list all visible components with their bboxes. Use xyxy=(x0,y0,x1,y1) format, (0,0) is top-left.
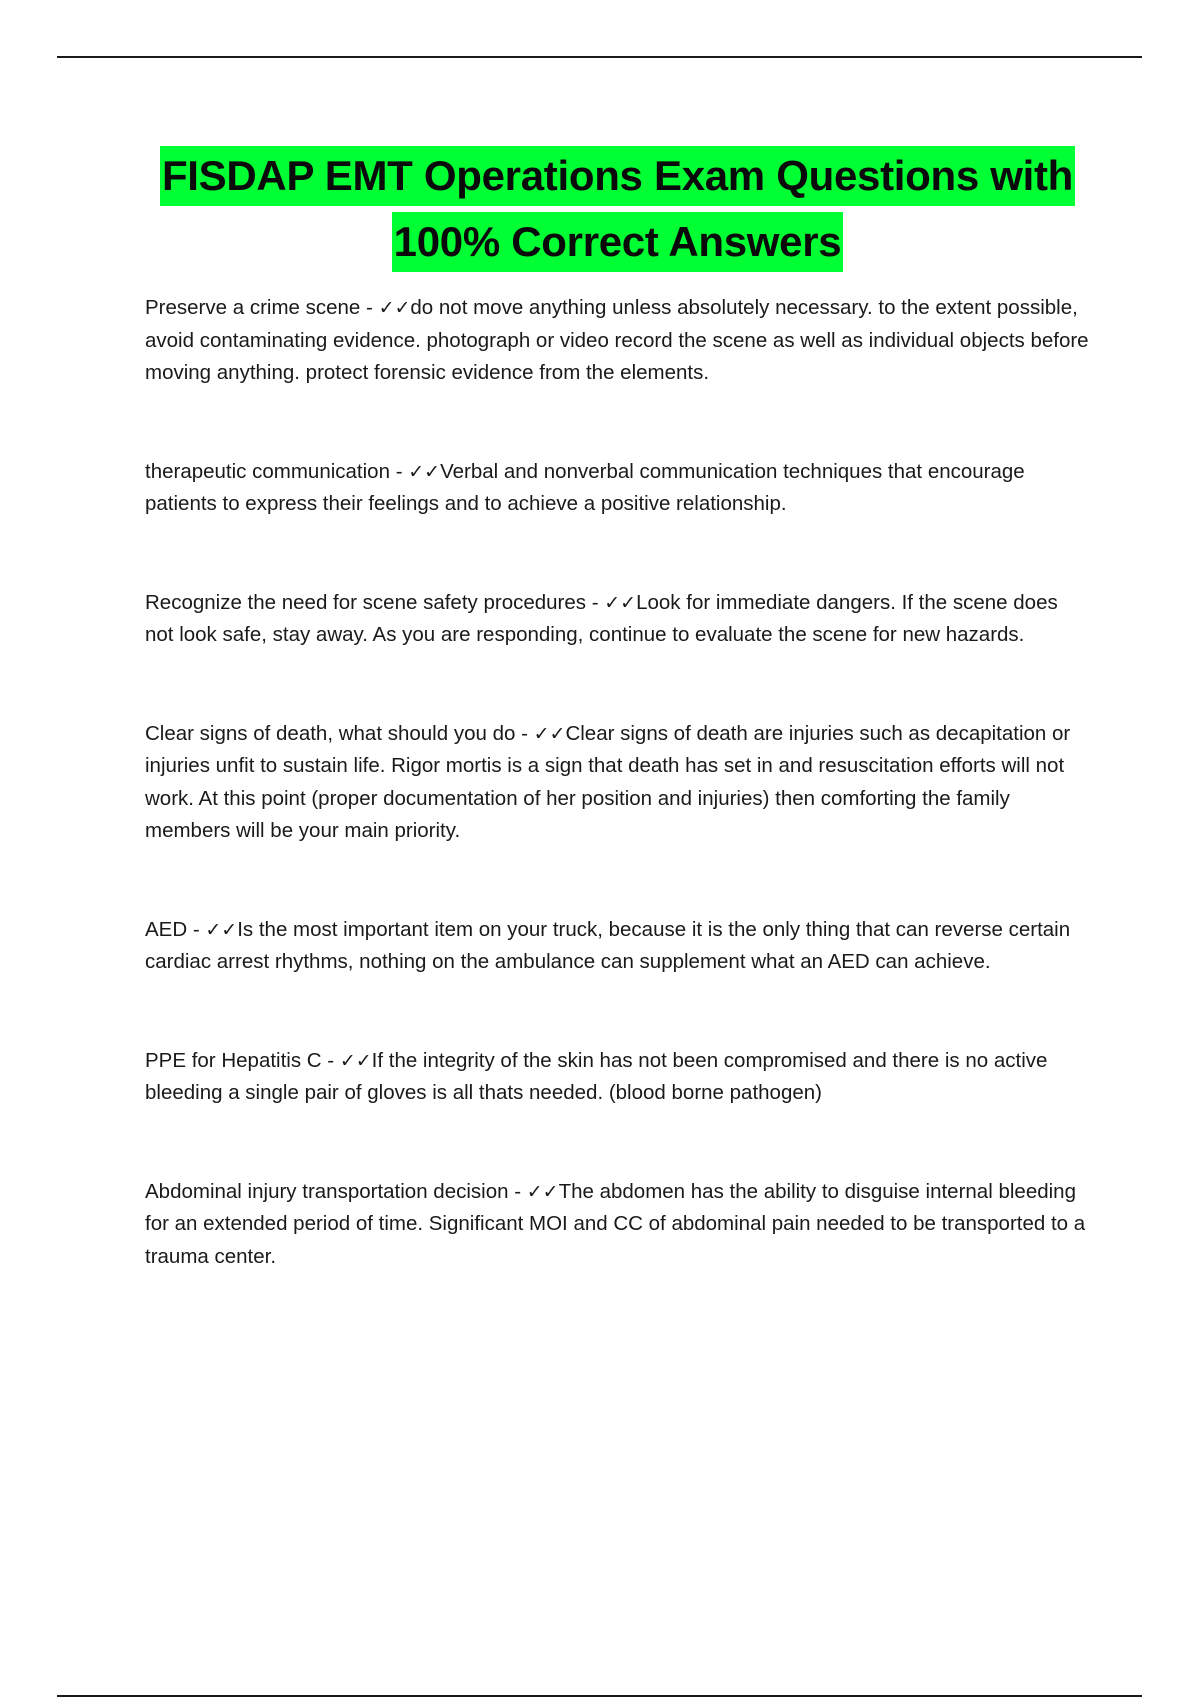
qa-term: AED xyxy=(145,917,188,941)
double-check-icon: ✓✓ xyxy=(339,1049,372,1072)
qa-item xyxy=(145,292,1090,390)
qa-item xyxy=(145,1176,1090,1274)
qa-term: PPE for Hepatitis C xyxy=(145,1048,322,1072)
qa-answer: Clear signs of death are injuries such as decapitation or injuries unfit to sustain life. Rigor mortis is a sign that death has set in and resuscitation efforts will not work. At this point (proper documentation of her position and injuries) then comforting the family members will be your main priority. xyxy=(145,721,1071,842)
qa-term: Recognize the need for scene safety procedures xyxy=(145,590,587,614)
qa-item xyxy=(145,718,1090,848)
qa-separator: - xyxy=(515,721,534,745)
qa-separator: - xyxy=(390,459,409,483)
qa-answer: Verbal and nonverbal communication techniques that encourage patients to express their feelings and to achieve a positive relationship. xyxy=(145,459,1025,515)
qa-list xyxy=(145,292,1090,1273)
qa-term: therapeutic communication xyxy=(145,459,390,483)
qa-answer: Is the most important item on your truck, because it is the only thing that can reverse certain cardiac arrest rhythms, nothing on the ambulance can supplement what an AED can achieve. xyxy=(145,917,1071,973)
double-check-icon: ✓✓ xyxy=(526,1180,559,1203)
bottom-divider xyxy=(57,1695,1142,1697)
double-check-icon: ✓✓ xyxy=(533,722,566,745)
qa-separator: - xyxy=(321,1048,340,1072)
title-line-2: 100% Correct Answers xyxy=(392,212,844,272)
qa-answer: If the integrity of the skin has not been compromised and there is no active bleeding a single pair of gloves is all thats needed. (blood borne pathogen) xyxy=(145,1048,1048,1104)
top-divider xyxy=(57,56,1142,58)
qa-term: Preserve a crime scene xyxy=(145,296,361,319)
qa-answer: The abdomen has the ability to disguise internal bleeding for an extended period of time. Significant MOI and CC of abdominal pain needed to be transported to a trauma center. xyxy=(145,1179,1086,1268)
qa-item xyxy=(145,914,1090,979)
qa-term: Abdominal injury transportation decision xyxy=(145,1179,509,1203)
double-check-icon: ✓✓ xyxy=(604,591,637,614)
qa-item xyxy=(145,1045,1090,1110)
title-line-1: FISDAP EMT Operations Exam Questions with xyxy=(160,146,1075,206)
qa-term: Clear signs of death, what should you do xyxy=(145,721,516,745)
qa-item xyxy=(145,456,1090,521)
qa-answer: Look for immediate dangers. If the scene does not look safe, stay away. As you are responding, continue to evaluate the scene for new hazards. xyxy=(145,590,1058,646)
double-check-icon: ✓✓ xyxy=(205,918,238,941)
qa-separator: - xyxy=(586,590,605,614)
qa-separator: - xyxy=(360,296,379,319)
double-check-icon: ✓✓ xyxy=(408,460,441,483)
qa-separator: - xyxy=(508,1179,527,1203)
qa-answer: do not move anything unless absolutely necessary. to the extent possible, avoid contaminating evidence. photograph or video record the scene as well as individual objects before moving anything. protect forensic evidence from the elements. xyxy=(145,296,1089,384)
qa-separator: - xyxy=(187,917,206,941)
document-title xyxy=(100,143,1135,275)
qa-item xyxy=(145,587,1090,652)
double-check-icon: ✓✓ xyxy=(378,297,411,319)
